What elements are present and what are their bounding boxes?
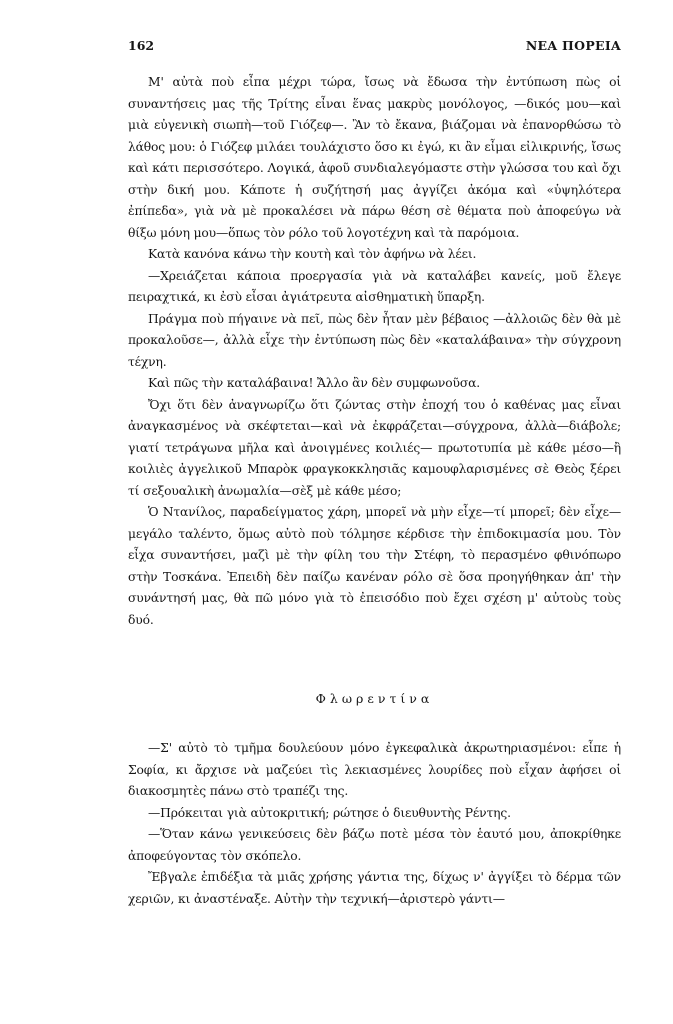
paragraph: Μ' αὐτὰ ποὺ εἶπα μέχρι τώρα, ἴσως νὰ ἔδωσα τὴν ἐντύπωση πὼς οἱ συναντήσεις μας τῆς Τρίτης εἶναι ἕνας μακρὺς μονόλογος, —δικός μου—καὶ μιὰ εὐγενικὴ σιωπὴ—τοῦ Γιόζεφ—. Ἂν τὸ ἔκανα, βιάζομαι νὰ ἐπανορθώσω τὸ λάθος μου: ὁ Γιόζεφ μιλάει τουλάχιστο ὅσο κι ἐγώ, κι ἂν εἶμαι εἰλικρινής, ἴσως καὶ κάτι περισσότερο. Λογικά, ἀφοῦ συνδιαλεγόμαστε στὴν γλώσσα του καὶ ὄχι στὴν δική μου. Κάποτε ἡ συζήτησή μας ἀγγίζει ἀκόμα καὶ «ὑψηλότερα ἐπίπεδα», γιὰ νὰ μὲ προκαλέσει νὰ πάρω θέση σὲ θέματα ποὺ ἀποφεύγω νὰ θίξω μόνη μου—ὅπως τὸν ρόλο τοῦ λογοτέχνη καὶ τὰ παρόμοια. <box>128 75 621 240</box>
paragraph: Ὄχι ὅτι δὲν ἀναγνωρίζω ὅτι ζώντας στὴν ἐποχή του ὁ καθένας μας εἶναι ἀναγκασμένος νὰ σκέφτεται—καὶ νὰ ἐκφράζεται—σύγχρονα, ἀλλὰ—διάβολε; γιατί τετράγωνα μῆλα καὶ ἀνοιγμένες κοιλιές— πρωτοτυπία μὲ κάθε μέσο—ἢ κοιλιὲς ἀγγελικοῦ Μπαρὸκ φραγκοκκλησιᾶς καμουφλαρισμένες σὲ Θεὸς ξέρει τί σεξουαλικὴ ἀνωμαλία—σὲξ μὲ κάθε μέσο; <box>128 397 621 498</box>
paragraph: —Ὅταν κάνω γενικεύσεις δὲν βάζω ποτὲ μέσα τὸν ἑαυτό μου, ἀποκρίθηκε ἀποφεύγοντας τὸν σκόπελο. <box>128 827 621 863</box>
paragraph: Κατὰ κανόνα κάνω τὴν κουτὴ καὶ τὸν ἀφήνω νὰ λέει. <box>148 247 477 261</box>
page-number: 162 <box>128 38 155 53</box>
paragraph: —Πρόκειται γιὰ αὐτοκριτική; ρώτησε ὁ διευθυντὴς Ρέντης. <box>148 805 511 820</box>
body-text-section-2 <box>128 738 621 910</box>
paragraph: Ὁ Ντανίλος, παραδείγματος χάρη, μπορεῖ νὰ μὴν εἶχε—τί μπορεῖ; δὲν εἶχε—μεγάλο ταλέντο, ὅμως αὐτὸ ποὺ τόλμησε κέρδισε τὴν ἐπιδοκιμασία μου. Τὸν εἶχα συναντήσει, μαζὶ μὲ τὴν φίλη του τὴν Στέφη, τὸ περασμένο φθινόπωρο στὴν Τοσκάνα. Ἐπειδὴ δὲν παίζω κανέναν ρόλο σὲ ὅσα προηγήθηκαν ἀπ' τὴν συνάντησή μας, θὰ πῶ μόνο γιὰ τὸ ἐπεισόδιο ποὺ ἔχει σχέση μ' αὐτοὺς τοὺς δυό. <box>128 505 621 627</box>
paragraph: Πράγμα ποὺ πήγαινε νὰ πεῖ, πὼς δὲν ἦταν μὲν βέβαιος —ἀλλοιῶς δὲν θὰ μὲ προκαλοῦσε—, ἀλλὰ εἶχε τὴν ἐντύπωση πὼς δὲν «καταλάβαινα» τὴν σύγχρονη τέχνη. <box>128 311 621 369</box>
body-text-section-1 <box>128 72 621 631</box>
paragraph: —Σ' αὐτὸ τὸ τμῆμα δουλεύουν μόνο ἐγκεφαλικὰ ἀκρωτηριασμένοι: εἶπε ἡ Σοφία, κι ἄρχισε νὰ μαζεύει τὶς λεκιασμένες λουρίδες ποὺ εἶχαν ἀφήσει οἱ διακοσμητὲς πάνω στὸ τραπέζι της. <box>128 741 621 798</box>
section-heading: Φλωρεντίνα <box>315 691 434 706</box>
running-head: ΝΕΑ ΠΟΡΕΙΑ <box>525 38 621 53</box>
paragraph: Καὶ πῶς τὴν καταλάβαινα! Ἄλλο ἂν δὲν συμφωνοῦσα. <box>148 376 480 390</box>
paragraph: —Χρειάζεται κάποια προεργασία γιὰ νὰ καταλάβει κανείς, μοῦ ἔλεγε πειραχτικά, κι ἐσὺ εἶσαι ἀγιάτρευτα αἰσθηματικὴ ὕπαρξη. <box>128 268 621 304</box>
page-header <box>128 38 621 58</box>
paragraph: Ἔβγαλε ἐπιδέξια τὰ μιᾶς χρήσης γάντια της, δίχως ν' ἀγγίξει τὸ δέρμα τῶν χεριῶν, κι ἀναστέναξε. Αὐτὴν τὴν τεχνική—ἀριστερὸ γάντι— <box>128 870 621 906</box>
